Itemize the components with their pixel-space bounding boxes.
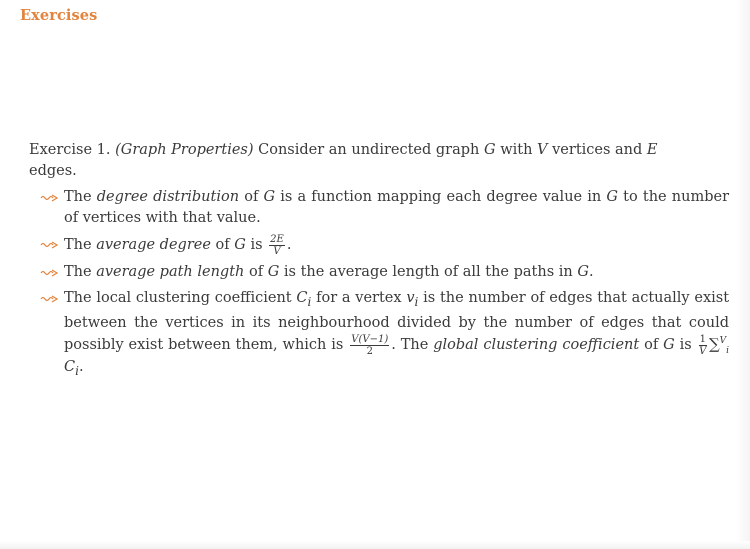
list-item <box>29 288 729 382</box>
squiggly-arrow-icon <box>40 239 58 249</box>
math-variable: v <box>406 290 415 306</box>
fraction-denominator: V <box>699 345 707 357</box>
item-text: The <box>64 264 92 280</box>
item-text: of <box>644 336 659 353</box>
item-text: The <box>64 189 92 205</box>
item-text: . <box>286 237 292 253</box>
item-text: The local clustering coefficient <box>64 290 292 306</box>
exercise-text: edges. <box>29 163 77 179</box>
sum-lower-limit: i <box>726 345 730 356</box>
item-text: is the number of edges that actually exist between the vertices in its neighbourhood divided by the number of edges that could possibly exist between them, which is <box>64 290 730 353</box>
math-variable: G <box>606 189 619 205</box>
inverse-v-fraction <box>699 334 707 357</box>
math-variable: C <box>296 290 308 306</box>
item-text: The <box>64 237 92 253</box>
math-subscript: i <box>414 294 419 309</box>
fraction-numerator: 2E <box>270 234 284 245</box>
item-text: to the number of vertices with that value. <box>64 189 730 226</box>
frame-title: Exercises <box>20 7 98 24</box>
graph-variable: G <box>483 142 496 158</box>
math-subscript: i <box>75 363 79 378</box>
fraction-numerator: 1 <box>699 333 706 345</box>
property-list <box>29 187 729 382</box>
squiggly-arrow-icon <box>40 267 58 277</box>
list-item <box>29 262 729 283</box>
item-text: . <box>78 358 84 375</box>
list-item <box>29 234 729 257</box>
item-term: average degree <box>96 237 211 253</box>
item-text: is a function mapping each degree value in <box>280 189 602 205</box>
vertices-variable: V <box>537 142 548 158</box>
item-text: for a vertex <box>316 290 402 306</box>
page-edge-bottom <box>0 541 750 549</box>
fraction-denominator: 2 <box>366 345 373 357</box>
item-text: of <box>248 264 264 280</box>
math-variable: G <box>577 264 589 280</box>
average-degree-fraction <box>269 234 285 257</box>
item-term: average path length <box>96 264 245 280</box>
math-subscript: i <box>307 294 312 309</box>
page-edge <box>736 0 750 549</box>
item-term: degree distribution <box>96 189 240 205</box>
math-variable: G <box>267 264 280 280</box>
item-text: of <box>244 189 259 205</box>
exercise-intro: Consider an undirected graph <box>258 142 480 158</box>
squiggly-arrow-icon <box>40 192 58 202</box>
fraction-denominator: V <box>273 246 281 257</box>
item-term: global clustering coefficient <box>433 336 640 353</box>
squiggly-arrow-icon <box>40 293 58 303</box>
sum-symbol: ∑ <box>708 334 720 353</box>
fraction-numerator: V(V−1) <box>351 333 389 345</box>
exercise-text: vertices and <box>552 142 643 158</box>
exercise-heading <box>29 140 729 182</box>
exercise-block <box>29 140 729 387</box>
edges-variable: E <box>646 142 658 158</box>
math-variable: C <box>64 358 76 375</box>
item-text: is <box>250 237 263 253</box>
item-text: of <box>215 237 230 253</box>
math-variable: G <box>663 336 675 353</box>
item-text: is <box>679 336 692 353</box>
possible-edges-fraction <box>350 334 389 357</box>
item-text: is the average length of all the paths in <box>283 264 573 280</box>
exercise-text: with <box>500 142 533 158</box>
exercise-label: Exercise 1. <box>29 142 111 158</box>
math-variable: G <box>234 237 246 253</box>
item-text: . The <box>391 336 429 353</box>
exercise-name: (Graph Properties) <box>115 142 254 158</box>
item-text: . <box>588 264 594 280</box>
sum-upper-limit: V <box>719 336 727 347</box>
math-variable: G <box>263 189 276 205</box>
list-item <box>29 187 729 229</box>
